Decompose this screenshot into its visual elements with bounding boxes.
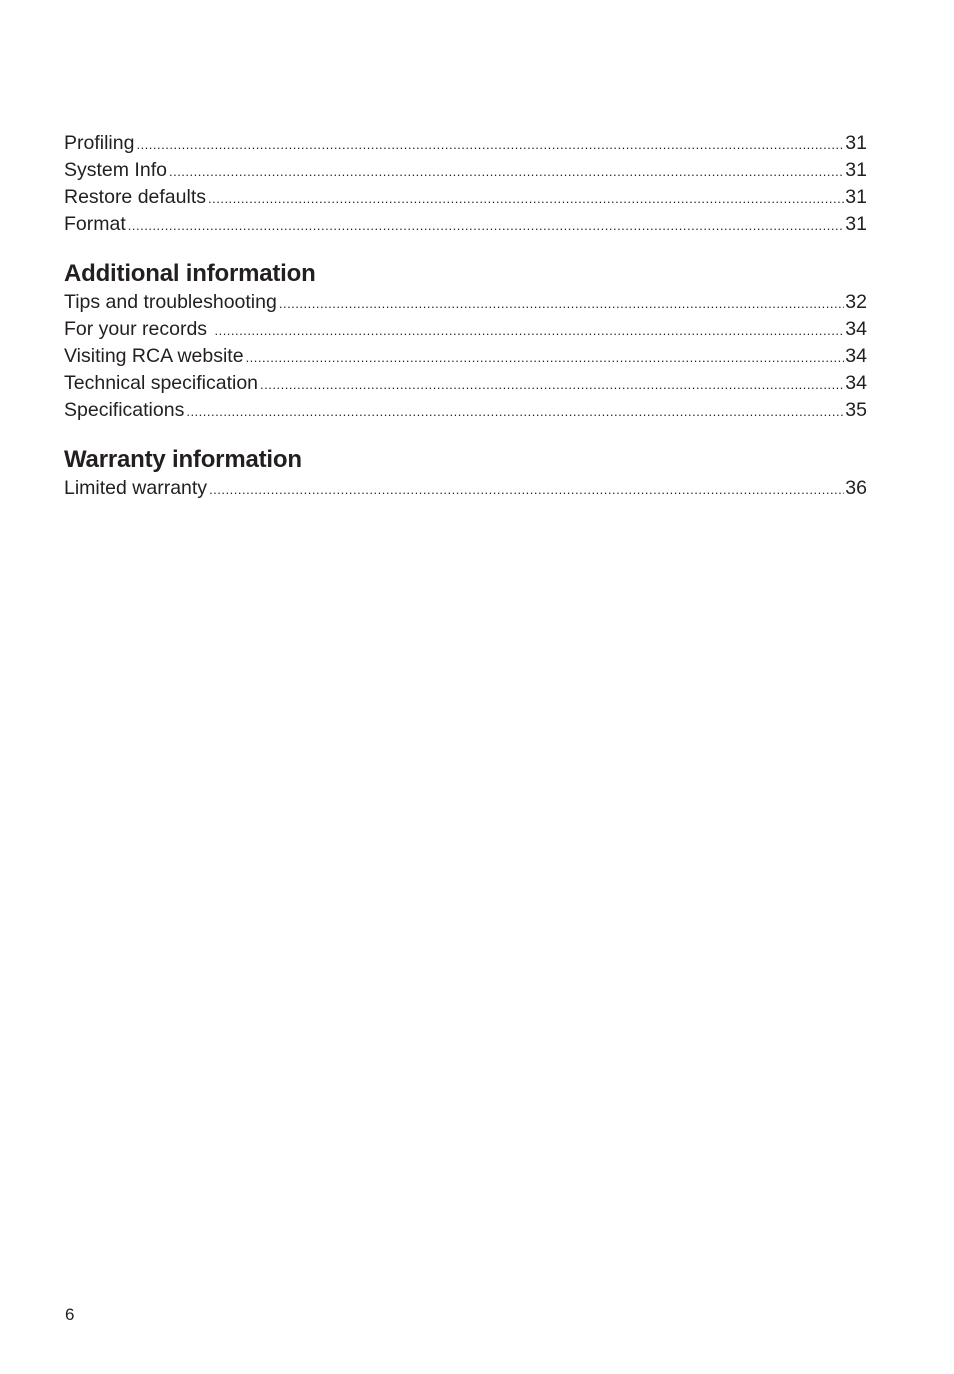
toc-entry-page: 31 (845, 213, 867, 235)
toc-entry-title: Visiting RCA website (64, 345, 244, 367)
toc-entry[interactable] (64, 184, 867, 211)
toc-entry-page: 31 (845, 159, 867, 181)
toc-entry-title: Specifications (64, 399, 185, 421)
toc-entry[interactable] (64, 211, 867, 238)
toc-entry[interactable] (64, 397, 867, 424)
toc-entry-page: 34 (845, 372, 867, 394)
toc-entry[interactable] (64, 130, 867, 157)
toc-entry-title: Format (64, 213, 126, 235)
toc-entry[interactable] (64, 370, 867, 397)
toc-dot-leader (128, 212, 845, 238)
toc-entry-title: Technical specification (64, 372, 259, 394)
toc-entry-page: 35 (845, 399, 867, 421)
toc-entry-page: 31 (845, 186, 867, 208)
toc-entry-title: Limited warranty (64, 477, 208, 499)
toc-entry-page: 31 (845, 132, 867, 154)
toc-dot-leader (186, 398, 844, 424)
toc-section-additional-information (64, 259, 867, 424)
toc-dot-leader (209, 476, 844, 502)
toc-section-settings (64, 130, 867, 238)
toc-entry[interactable] (64, 157, 867, 184)
toc-entry-page: 34 (845, 318, 867, 340)
toc-entry[interactable] (64, 316, 867, 343)
toc-dot-leader (246, 344, 845, 370)
page-number: 6 (65, 1305, 75, 1324)
section-heading: Additional information (64, 260, 316, 287)
toc-entry[interactable] (64, 475, 867, 502)
section-heading: Warranty information (64, 446, 302, 473)
toc-entry-page: 34 (845, 345, 867, 367)
toc-dot-leader (279, 290, 844, 316)
toc-dot-leader (136, 131, 844, 157)
toc-entry-page: 36 (845, 477, 867, 499)
toc-dot-leader (214, 317, 844, 343)
toc-entry-title: System Info (64, 159, 167, 181)
toc-entry[interactable] (64, 343, 867, 370)
toc-entry[interactable] (64, 289, 867, 316)
toc-dot-leader (169, 158, 844, 184)
toc-dot-leader (208, 185, 844, 211)
toc-entry-title: Tips and troubleshooting (64, 291, 277, 313)
toc-section-warranty-information (64, 445, 867, 502)
table-of-contents (64, 130, 867, 502)
toc-entry-title: Restore defaults (64, 186, 206, 208)
toc-dot-leader (260, 371, 844, 397)
toc-entry-title: Profiling (64, 132, 135, 154)
toc-entry-title: For your records (64, 318, 213, 340)
toc-entry-page: 32 (845, 291, 867, 313)
